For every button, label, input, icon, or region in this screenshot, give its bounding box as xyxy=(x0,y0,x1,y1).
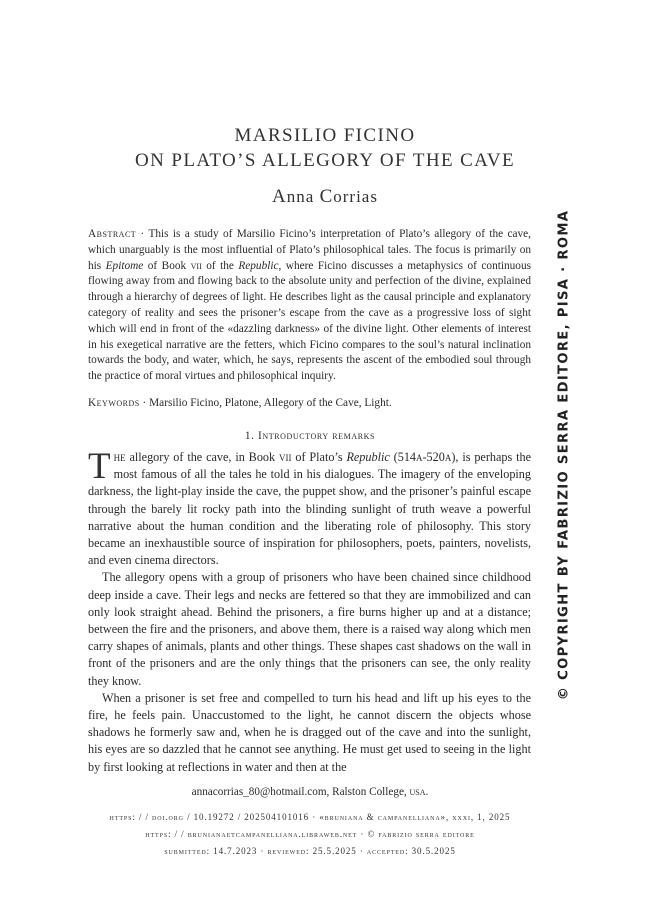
paragraph-1-part-c: ( xyxy=(389,450,398,464)
paragraph-1-part-d: ), is perhaps the most famous of all the tales he told in his dialogues. The imagery of the enveloping darkness, the light-play inside the cave, the puppet show, and the prisoner’s painful escape through the barely lit rocky path into the blinding sunlight of truth weave a powerful narrative about the human condition and the liberating role of philosophy. This story became an inexhaustible source of inspiration for philosophers, poets, painters, novelists, and even cinema directors. xyxy=(88,450,531,568)
keywords-text: Marsilio Ficino, Platone, Allegory of the Cave, Light. xyxy=(149,397,392,409)
abstract-label: Abstract xyxy=(88,228,137,240)
footer-dates-line: submitted: 14.7.2023 · reviewed: 25.5.2025 · accepted: 30.5.2025 xyxy=(164,846,456,856)
keywords xyxy=(88,396,531,412)
copyright-text: © COPYRIGHT BY FABRIZIO SERRA EDITORE, PISA · ROMA xyxy=(556,209,572,701)
body-text xyxy=(88,446,531,776)
abstract-epitome: Epitome xyxy=(105,259,144,272)
abstract-republic: Republic xyxy=(238,259,279,272)
author-initial-first: A xyxy=(272,186,287,207)
abstract-text-2: of Book xyxy=(143,259,191,272)
abstract-separator: · xyxy=(136,228,149,240)
author-initial-last: C xyxy=(319,186,334,207)
contact-country: usa xyxy=(409,786,426,798)
keywords-separator: · xyxy=(139,397,150,409)
contact-email-affiliation: annacorrias_80@hotmail.com, Ralston College, xyxy=(191,786,410,798)
drop-cap: T xyxy=(88,446,111,487)
paragraph-1-part-a: allegory of the cave, in Book xyxy=(125,450,279,464)
footer-doi-line: https: / / doi.org / 10.19272 / 202504101016 · «bruniana & campanelliana», xxxi, 1, 2025 xyxy=(109,812,511,822)
author-first-name-rest: nna xyxy=(286,187,315,206)
paragraph-1 xyxy=(88,446,531,569)
author-name xyxy=(0,186,650,208)
paragraph-1-book: vii xyxy=(278,450,292,464)
abstract-book-number: vii xyxy=(190,259,202,272)
contact-end: . xyxy=(425,786,429,798)
section-heading: 1. Introductory remarks xyxy=(244,430,376,442)
paragraph-3: When a prisoner is set free and compelled to turn his head and lift up his eyes to the fire, he feels pain. Unaccustomed to the light, he cannot discern the objects whose shadows he formerly saw and, when he is dragged out of the cave and into the sunlight, his eyes are so dazzled that he cannot see anything. He must get used to seeing in the light by first looking at reflections in water and then at the xyxy=(88,690,531,774)
abstract-text-1: This is a study of Marsilio Ficino’s interpretation of Plato’s allegory of the cave, which unarguably is the most influential of Plato’s philosophical tales. The focus is primarily on his xyxy=(88,228,531,272)
paragraph-1-republic: Republic xyxy=(346,450,390,464)
paragraph-2: The allegory opens with a group of prisoners who have been chained since childhood deep inside a cave. Their legs and necks are fettered so that they are immobilized and can only look straight ahead. Behind the prisoners, a fire burns higher up and at a distance; between the fire and the prisoners, and above them, there is a raised way along which men carry shapes of animals, plants and other things. These shapes cast shadows on the wall in front of the prisoners and are the only things that the prisoners can see, the only reality they know. xyxy=(88,570,531,688)
keywords-label: Keywords xyxy=(88,397,140,409)
paragraph-1-part-b: of Plato’s xyxy=(291,450,347,464)
paragraph-1-stephanus-ref: 514a-520a xyxy=(397,450,452,464)
author-last-name-rest: orrias xyxy=(333,187,378,206)
author-contact xyxy=(0,786,620,798)
opening-small-caps: he xyxy=(113,450,126,464)
article-title-line-2: ON PLATO’S ALLEGORY OF THE CAVE xyxy=(135,150,515,171)
abstract-text-4: , where Ficino discusses a metaphysics of continuous flowing away from and flowing back to the absolute unity and perfection of the divine, explained through a hierarchy of degrees of light. He describes light as the causal principle and explanatory category of reality and sees the prisoner’s escape from the cave as a progressive loss of sight which will end in front of the «dazzling darkness» of the divine light. Other elements of interest in his exegetical narrative are the fetters, which Ficino compares to the soul’s natural inclination towards the body, and water, which, he says, represents the ascent of the embodied soul through the practice of moral virtues and philosophical inquiry. xyxy=(88,259,531,383)
footer-journal-url-line: https: / / brunianaetcampanelliana.libraweb.net · © fabrizio serra editore xyxy=(145,829,475,839)
copyright-notice xyxy=(546,209,582,701)
abstract-text-3: of the xyxy=(201,259,239,272)
abstract xyxy=(88,227,531,385)
article-title-line-1: MARSILIO FICINO xyxy=(234,125,416,146)
